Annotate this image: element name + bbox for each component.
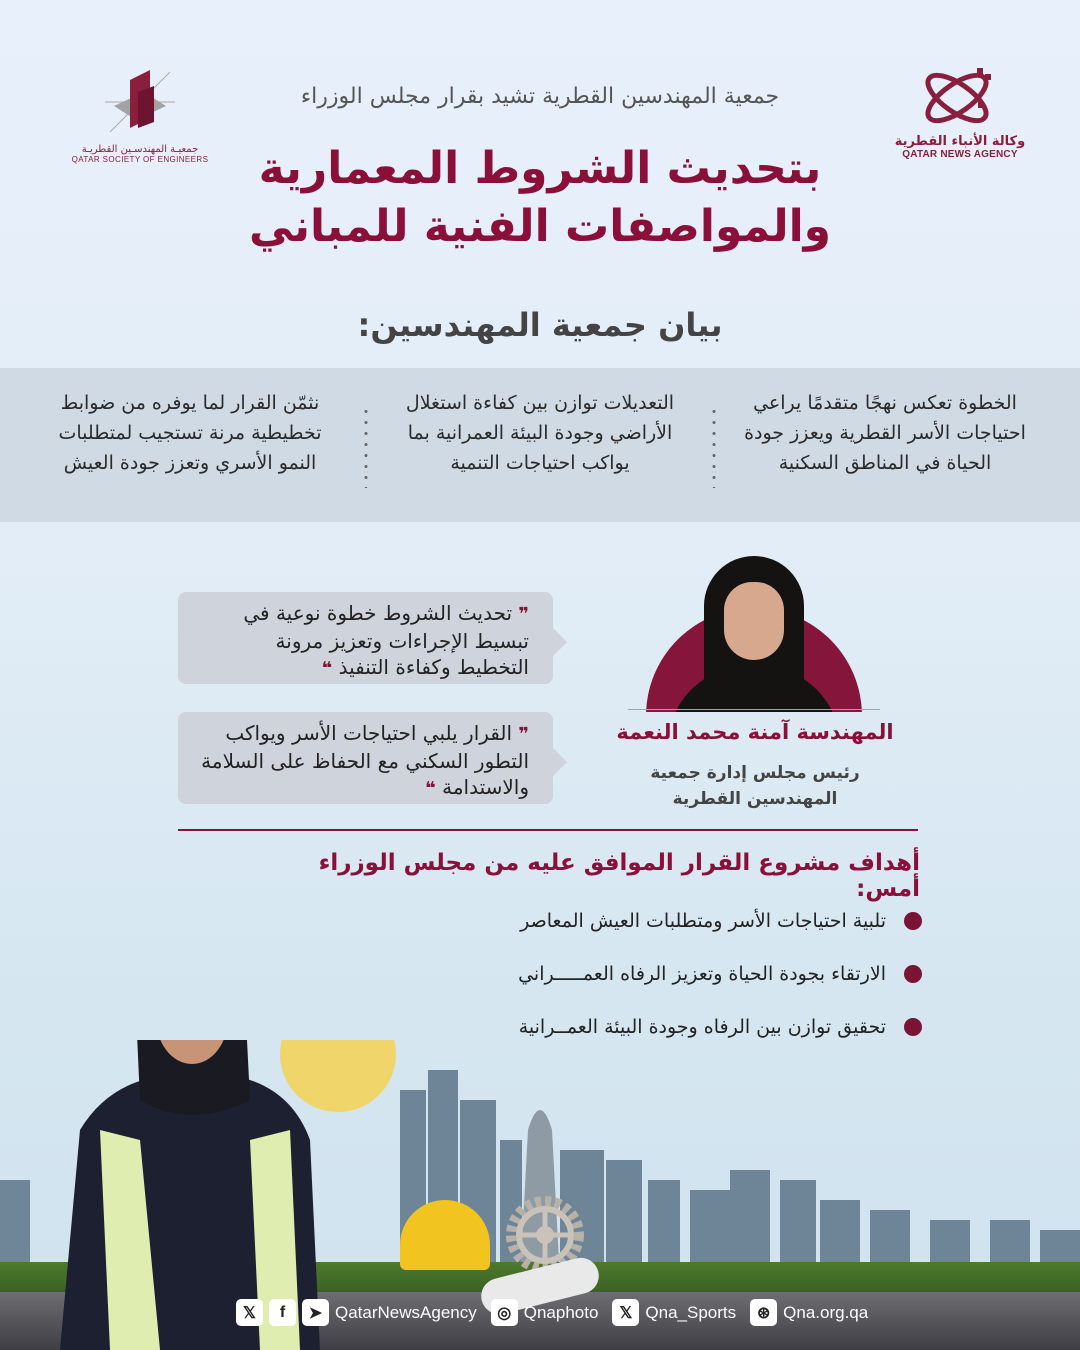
qse-logo: [70, 62, 210, 164]
goal-item: [519, 1016, 922, 1038]
x-icon[interactable]: 𝕏: [236, 1299, 263, 1326]
qse-emblem-icon: [100, 62, 180, 142]
title-line-1: بتحديث الشروط المعمارية: [258, 143, 822, 194]
section-divider: [178, 829, 918, 831]
qna-orbit-icon: [915, 62, 1005, 132]
goal-item: [518, 963, 922, 985]
quote-bubble: [178, 712, 553, 804]
dotted-separator: [364, 406, 368, 488]
telegram-icon[interactable]: ➤: [302, 1299, 329, 1326]
quote-text: القرار يلبي احتياجات الأسر ويواكب التطور السكني مع الحفاظ على السلامة والاستدامة: [201, 721, 529, 799]
goal-text: تلبية احتياجات الأسر ومتطلبات العيش المعاصر: [520, 910, 886, 932]
person-role: [610, 760, 900, 812]
quote-close-icon: ❝: [321, 658, 333, 679]
social-bar: [236, 1299, 876, 1326]
goal-item: [520, 910, 922, 932]
x-icon[interactable]: 𝕏: [612, 1299, 639, 1326]
supertitle: جمعية المهندسين القطرية تشيد بقرار مجلس الوزراء: [300, 84, 780, 109]
quote-open-icon: ❞: [518, 604, 529, 625]
page-title: [200, 140, 880, 256]
quote-bubble: [178, 592, 553, 684]
portrait-baseline: [628, 709, 880, 710]
facebook-icon[interactable]: f: [269, 1299, 296, 1326]
statement-heading: بيان جمعية المهندسين:: [357, 306, 723, 344]
dotted-separator: [712, 406, 716, 488]
goal-text: تحقيق توازن بين الرفاه وجودة البيئة العمــرانية: [518, 1016, 886, 1038]
goals-heading: أهداف مشروع القرار الموافق عليه من مجلس الوزراء أمس:: [318, 850, 920, 902]
person-portrait: [646, 548, 862, 712]
statement-point: الخطوة تعكس نهجًا متقدمًا يراعي احتياجات الأسر القطرية ويعزز جودة الحياة في المناطق السكنية: [744, 392, 1026, 474]
social-handle-qatarnewsagency[interactable]: QatarNewsAgency: [335, 1302, 477, 1322]
portrait-face: [724, 582, 784, 660]
person-role-line-1: رئيس مجلس إدارة جمعية: [650, 763, 860, 783]
quote-close-icon: ❝: [425, 778, 436, 799]
qse-logo-english: QATAR SOCIETY OF ENGINEERS: [71, 155, 209, 164]
statement-point: نثمّن القرار لما يوفره من ضوابط تخطيطية مرنة تستجيب لمتطلبات النمو الأسري وتعزز جودة العيش: [58, 392, 322, 474]
statement-point: التعديلات توازن بين كفاءة استغلال الأراضي وجودة البيئة العمرانية بما يواكب احتياجات التنمية: [405, 392, 675, 474]
bullet-icon: [904, 965, 922, 983]
title-line-2: والمواصفات الفنية للمباني: [248, 201, 832, 252]
website-link[interactable]: Qna.org.qa: [783, 1302, 869, 1322]
quote-text: تحديث الشروط خطوة نوعية في تبسيط الإجراءات وتعزيز مرونة التخطيط وكفاءة التنفيذ: [243, 601, 529, 679]
person-role-line-2: المهندسين القطرية: [672, 789, 838, 809]
social-handle-qnaphoto[interactable]: Qnaphoto: [523, 1302, 599, 1322]
bullet-icon: [904, 912, 922, 930]
bullet-icon: [904, 1018, 922, 1036]
web-icon[interactable]: ⊛: [750, 1299, 777, 1326]
instagram-icon[interactable]: ◎: [491, 1299, 518, 1326]
person-name: المهندسة آمنة محمد النعمة: [616, 720, 894, 744]
statement-band: [0, 368, 1080, 522]
qna-logo: [890, 62, 1030, 160]
goal-text: الارتقاء بجودة الحياة وتعزيز الرفاه العمـــــراني: [518, 963, 886, 985]
social-handle-qna-sports[interactable]: Qna_Sports: [645, 1302, 737, 1322]
qse-logo-arabic: جمعيـة المهندسـين القطريـة: [81, 144, 199, 155]
qna-logo-english: QATAR NEWS AGENCY: [902, 149, 1018, 160]
quote-open-icon: ❞: [518, 724, 529, 745]
qna-logo-arabic: وكالة الأنباء القطرية: [894, 134, 1026, 149]
